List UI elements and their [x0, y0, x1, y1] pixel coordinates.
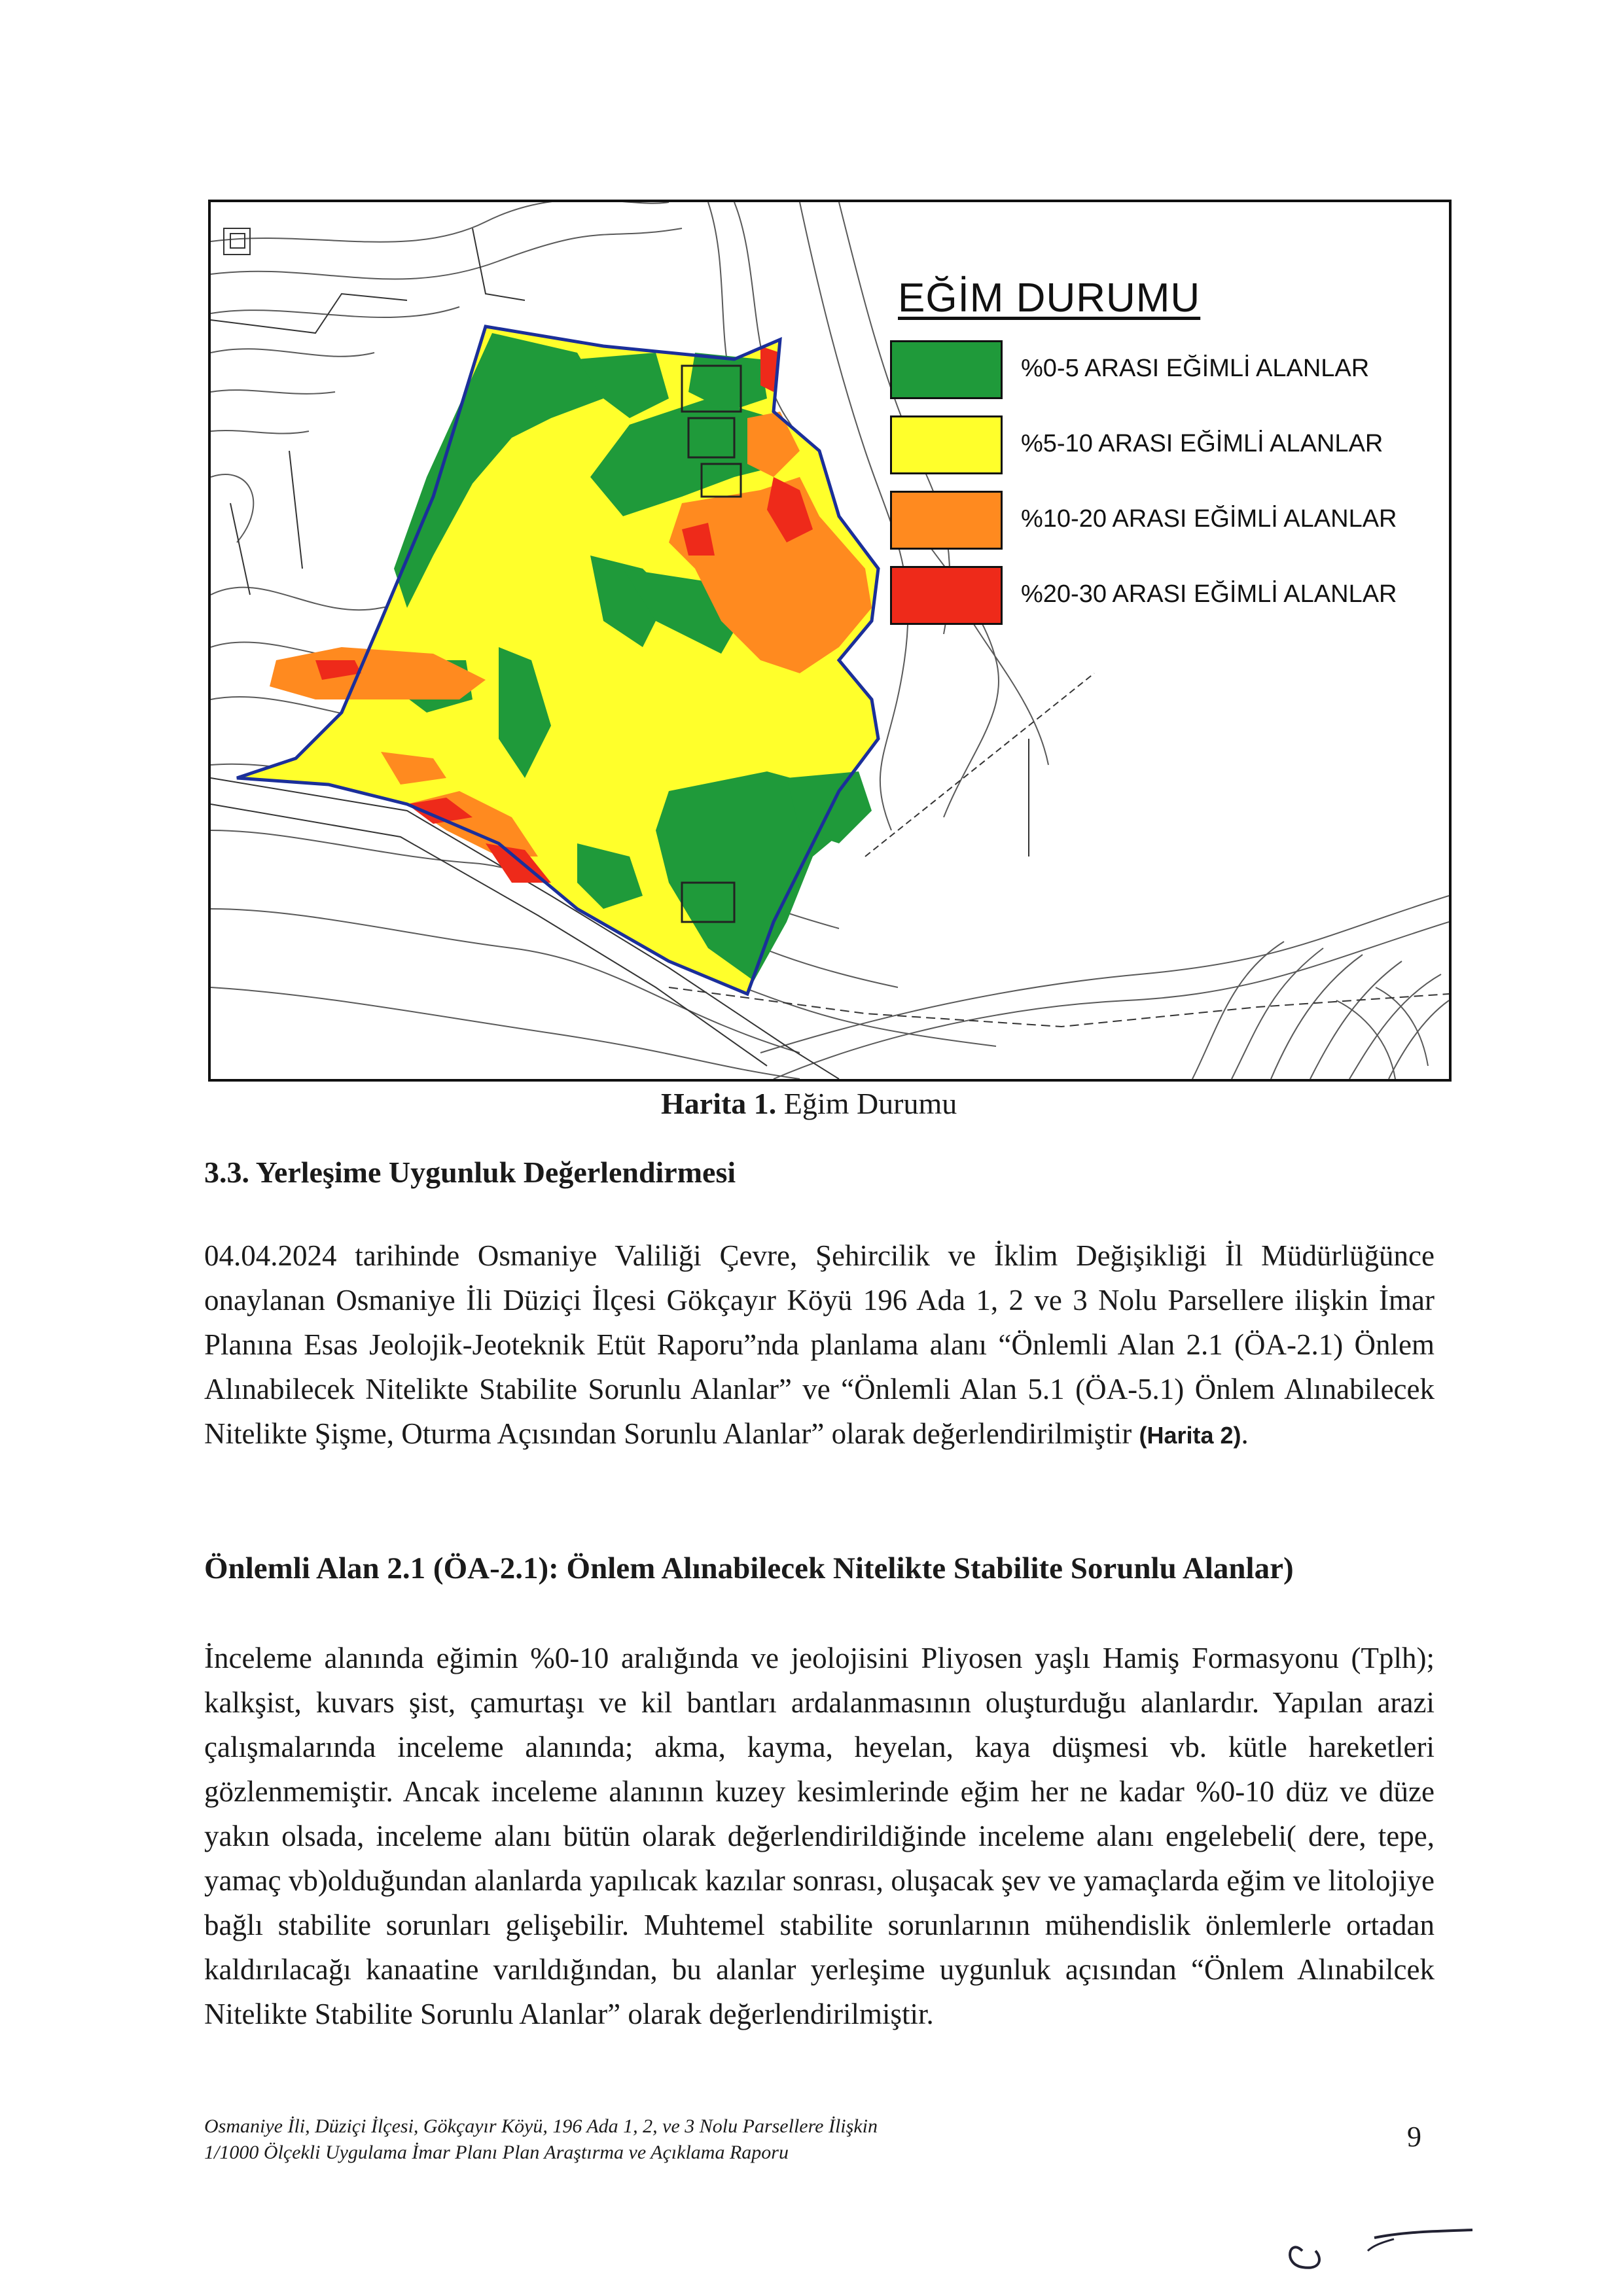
section-heading: 3.3. Yerleşime Uygunluk Değerlendirmesi — [204, 1156, 736, 1189]
caption-number: Harita 1. — [661, 1087, 777, 1120]
footer-line-2: 1/1000 Ölçekli Uygulama İmar Planı Plan Araştırma ve Açıklama Raporu — [204, 2142, 789, 2163]
slope-map-drawing — [211, 202, 1449, 1079]
legend-item-10-20 — [890, 491, 1453, 550]
legend-label: %5-10 ARASI EĞİMLİ ALANLAR — [1021, 430, 1383, 457]
sub-heading: Önlemli Alan 2.1 (ÖA-2.1): Önlem Alınabilecek Nitelikte Stabilite Sorunlu Alanlar) — [204, 1551, 1294, 1585]
legend-item-5-10 — [890, 415, 1453, 474]
legend-swatch-orange — [890, 491, 1003, 550]
legend-item-20-30 — [890, 566, 1453, 625]
legend-swatch-green — [890, 340, 1003, 399]
paragraph-1-text: 04.04.2024 tarihinde Osmaniye Valiliği Çevre, Şehircilik ve İklim Değişikliği İl Müdürlüğünce onaylanan Osmaniye İli Düziçi İlçesi Gökçayır Köyü 196 Ada 1, 2 ve 3 Nolu Parsellere ilişkin İmar Planına Esas Jeolojik-Jeoteknik Etüt Raporu”nda planlama alanı “Önlemli Alan 2.1 (ÖA-2.1) Önlem Alınabilecek Nitelikte Stabilite Sorunlu Alanlar” ve “Önlemli Alan 5.1 (ÖA-5.1) Önlem Alınabilecek Nitelikte Şişme, Oturma Açısından Sorunlu Alanlar” olarak değerlendirilmiştir — [204, 1239, 1435, 1450]
signature-mark — [1276, 2212, 1499, 2277]
footer-line-1: Osmaniye İli, Düziçi İlçesi, Gökçayır Köyü, 196 Ada 1, 2, ve 3 Nolu Parsellere İlişkin — [204, 2115, 878, 2137]
map-reference: (Harita 2) — [1139, 1422, 1241, 1449]
legend-swatch-yellow — [890, 415, 1003, 474]
paragraph-1-end: . — [1241, 1417, 1249, 1450]
page-number: 9 — [1407, 2121, 1421, 2153]
legend-swatch-red — [890, 566, 1003, 625]
legend-item-0-5 — [890, 340, 1453, 399]
slope-map — [208, 200, 1452, 1082]
map-caption — [661, 1086, 957, 1121]
legend-label: %0-5 ARASI EĞİMLİ ALANLAR — [1021, 355, 1370, 382]
legend-title: EĞİM DURUMU — [898, 275, 1201, 321]
paragraph-2: İnceleme alanında eğimin %0-10 aralığında ve jeolojisini Pliyosen yaşlı Hamiş Formasyonu (Tplh); kalkşist, kuvars şist, çamurtaşı ve kil bantları ardalanmasının oluşturduğu alanlardır. Yapılan arazi çalışmalarında inceleme alanında; akma, kayma, heyelan, kaya düşmesi vb. kütle hareketleri gözlenmemiştir. Ancak inceleme alanının kuzey kesimlerinde eğim her ne kadar %0-10 düz ve düze yakın olsada, inceleme alanı bütün olarak değerlendirildiğinde inceleme alanı engelebeli( dere, tepe, yamaç vb)olduğundan alanlarda yapılıcak kazılar sonrası, oluşacak şev ve yamaçlarda eğim ve litolojiye bağlı stabilite sorunları gelişebilir. Muhtemel stabilite sorunlarının mühendislik önlemlerle ortadan kaldırılacağı kanaatine varıldığından, bu alanlar yerleşime uygunluk açısından “Önlem Alınabilcek Nitelikte Stabilite Sorunlu Alanlar” olarak değerlendirilmiştir. — [204, 1642, 1435, 2030]
caption-text: Eğim Durumu — [776, 1087, 957, 1120]
legend-label: %10-20 ARASI EĞİMLİ ALANLAR — [1021, 505, 1397, 533]
page-footer — [204, 2113, 1120, 2166]
legend-label: %20-30 ARASI EĞİMLİ ALANLAR — [1021, 580, 1397, 608]
paragraph-1 — [204, 1233, 1435, 1458]
